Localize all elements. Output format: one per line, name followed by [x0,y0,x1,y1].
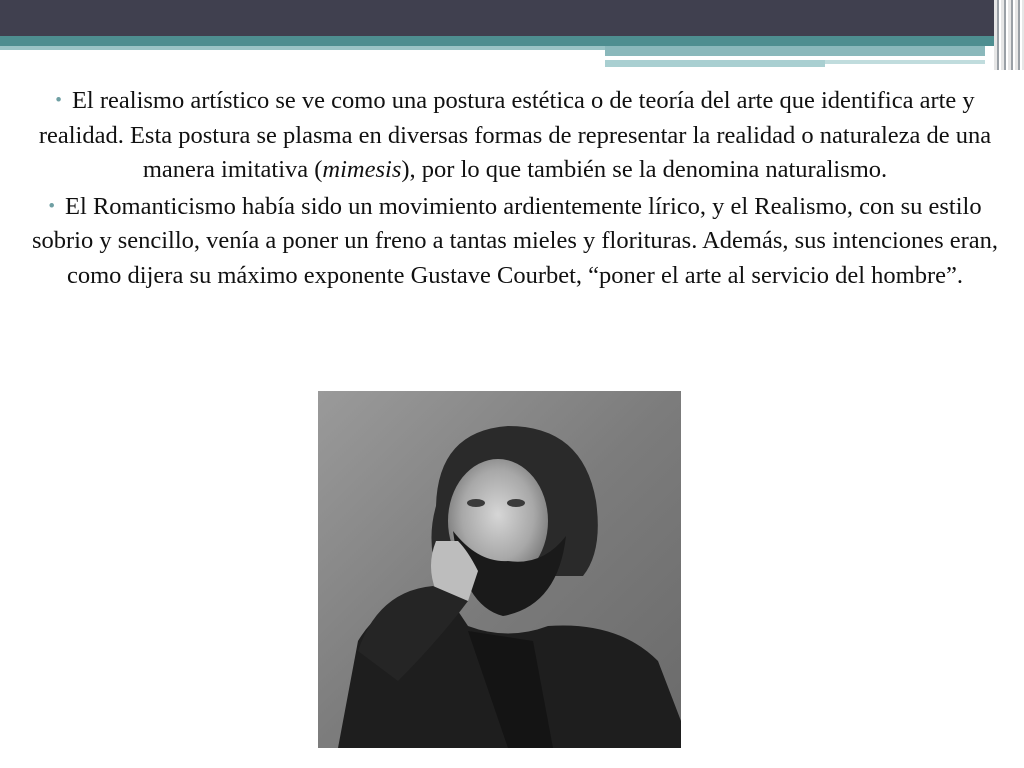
bullet-item-realismo [22,84,1008,188]
bullet-icon: • [48,195,56,217]
slide-body [22,84,1008,295]
bullet-text: El Romanticismo había sido un movimiento ardientemente lírico, y el Realismo, con su estilo sobrio y sencillo, venía a poner un freno a tantas mieles y florituras. Además, sus intenciones eran, como dijera su máximo exponente Gustave Courbet, “poner el arte al servicio del hombre”. [31,192,999,289]
header-accent-block [605,46,985,56]
portrait-photo-graphic [318,391,681,748]
bullet-item-romanticismo [22,190,1008,294]
header-stripes [994,0,1024,70]
header-bar-dark [0,0,1024,36]
bullet-text-before: El realismo artístico se ve como una postura estética o de teoría del arte que identifica arte y realidad. Esta postura se plasma en diversas formas de representar la realidad o naturaleza de una manera imitativa ( [38,87,992,183]
bullet-text-after: ), por lo que también se la denomina naturalismo. [401,156,888,183]
header-accent-line [0,46,605,50]
bullet-icon: • [55,90,62,111]
header-accent-line-lower [605,60,825,67]
header-bar-teal [0,36,1024,46]
bullet-text-emphasis: mimesis [322,156,402,183]
header-accent-line-thin [825,60,985,64]
portrait-photo [318,391,681,748]
